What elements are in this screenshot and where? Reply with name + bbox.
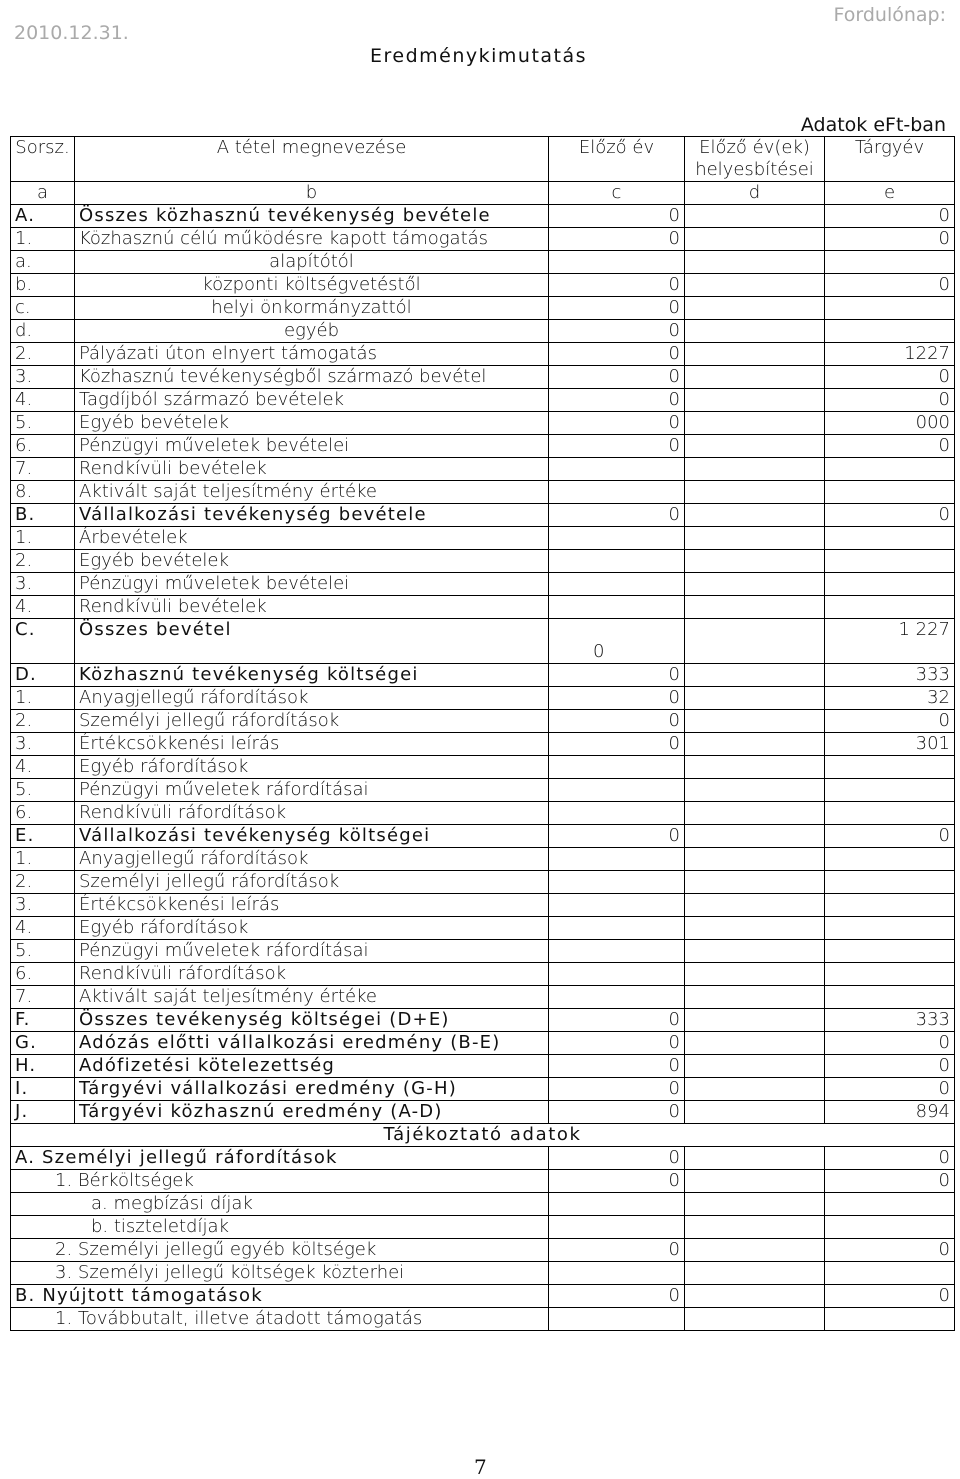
row-correction-value (685, 297, 825, 320)
row-number: J. (11, 1101, 75, 1124)
info-row-current-value (825, 1308, 955, 1331)
row-correction-value (685, 779, 825, 802)
units-note: Adatok eFt-ban (800, 114, 946, 136)
info-row-correction-value (685, 1308, 825, 1331)
row-correction-value (685, 986, 825, 1009)
col-header-sorsz: Sorsz. (11, 137, 75, 182)
row-label: Pénzügyi műveletek bevételei (75, 435, 549, 458)
row-prev-value: 0 (549, 297, 685, 320)
row-label: Rendkívüli ráfordítások (75, 963, 549, 986)
row-number: I. (11, 1078, 75, 1101)
table-row (11, 733, 955, 756)
row-label: Egyéb ráfordítások (75, 756, 549, 779)
row-current-value: 0 (825, 504, 955, 527)
info-row-prev-value (549, 1193, 685, 1216)
table-row (11, 343, 955, 366)
row-correction-value (685, 894, 825, 917)
date-label: 2010.12.31. (14, 22, 129, 44)
row-prev-value (549, 458, 685, 481)
info-row-label: 2. Személyi jellegű egyéb költségek (11, 1239, 549, 1262)
row-number: 1. (11, 527, 75, 550)
row-current-value: 0 (825, 205, 955, 228)
row-label: Személyi jellegű ráfordítások (75, 871, 549, 894)
row-correction-value (685, 1101, 825, 1124)
row-label: Vállalkozási tevékenység bevétele (75, 504, 549, 527)
row-prev-value (549, 848, 685, 871)
row-label: Értékcsökkenési leírás (75, 894, 549, 917)
col-letter-c: c (549, 182, 685, 205)
row-prev-value (549, 756, 685, 779)
row-current-value (825, 596, 955, 619)
row-prev-value: 0 (549, 1055, 685, 1078)
row-label: Aktivált saját teljesítmény értéke (75, 986, 549, 1009)
row-current-value: 333 (825, 1009, 955, 1032)
row-number: 1. (11, 848, 75, 871)
info-row-correction-value (685, 1193, 825, 1216)
row-current-value: 0 (825, 435, 955, 458)
income-statement-table (10, 136, 955, 1331)
row-label: Tárgyévi közhasznú eredmény (A-D) (75, 1101, 549, 1124)
row-prev-value: 0 (549, 320, 685, 343)
row-label: Egyéb ráfordítások (75, 917, 549, 940)
row-number: 7. (11, 458, 75, 481)
row-correction-value (685, 435, 825, 458)
row-current-value: 0 (825, 1078, 955, 1101)
table-row (11, 458, 955, 481)
row-correction-value (685, 205, 825, 228)
row-number: 4. (11, 389, 75, 412)
row-current-value: 1 227 (825, 619, 955, 664)
row-current-value (825, 894, 955, 917)
row-number: C. (11, 619, 75, 664)
row-number: 6. (11, 963, 75, 986)
row-number: B. (11, 504, 75, 527)
row-prev-value: 0 (549, 343, 685, 366)
row-current-value: 0 (825, 274, 955, 297)
row-label: Egyéb bevételek (75, 412, 549, 435)
row-label: Rendkívüli bevételek (75, 458, 549, 481)
row-correction-value (685, 596, 825, 619)
row-number: H. (11, 1055, 75, 1078)
info-row-prev-value: 0 (549, 1239, 685, 1262)
row-prev-value: 0 (549, 1078, 685, 1101)
row-number: 6. (11, 435, 75, 458)
row-prev-value: 0 (549, 366, 685, 389)
row-correction-value (685, 963, 825, 986)
row-label: Rendkívüli bevételek (75, 596, 549, 619)
info-row-correction-value (685, 1147, 825, 1170)
row-prev-value (549, 871, 685, 894)
info-row (11, 1216, 955, 1239)
row-correction-value (685, 802, 825, 825)
row-current-value (825, 550, 955, 573)
row-label: egyéb (75, 320, 549, 343)
info-row (11, 1193, 955, 1216)
row-label: Közhasznú tevékenységből származó bevétel (75, 366, 549, 389)
info-row-label: b. tiszteletdíjak (11, 1216, 549, 1239)
info-row-correction-value (685, 1216, 825, 1239)
row-prev-value (549, 481, 685, 504)
row-number: c. (11, 297, 75, 320)
row-prev-value: 0 (549, 664, 685, 687)
row-label: Rendkívüli ráfordítások (75, 802, 549, 825)
row-current-value: 32 (825, 687, 955, 710)
row-number: 8. (11, 481, 75, 504)
row-current-value: 0 (825, 1055, 955, 1078)
row-label: Árbevételek (75, 527, 549, 550)
row-prev-value (549, 986, 685, 1009)
info-row-correction-value (685, 1285, 825, 1308)
row-correction-value (685, 871, 825, 894)
row-current-value (825, 802, 955, 825)
row-current-value (825, 527, 955, 550)
row-label: Pályázati úton elnyert támogatás (75, 343, 549, 366)
col-header-correction: Előző év(ek) helyesbítései (685, 137, 825, 182)
row-current-value (825, 297, 955, 320)
table-row (11, 779, 955, 802)
info-row-label: A. Személyi jellegű ráfordítások (11, 1147, 549, 1170)
row-prev-value: 0 (549, 412, 685, 435)
row-current-value: 0 (825, 825, 955, 848)
row-correction-value (685, 917, 825, 940)
info-row-prev-value (549, 1308, 685, 1331)
row-label: Aktivált saját teljesítmény értéke (75, 481, 549, 504)
table-row (11, 297, 955, 320)
row-label: Tárgyévi vállalkozási eredmény (G-H) (75, 1078, 549, 1101)
row-number: E. (11, 825, 75, 848)
row-correction-value (685, 343, 825, 366)
row-prev-value: 0 (549, 733, 685, 756)
row-prev-value (549, 779, 685, 802)
table-row (11, 435, 955, 458)
row-number: 1. (11, 687, 75, 710)
col-letter-b: b (75, 182, 549, 205)
col-header-current: Tárgyév (825, 137, 955, 182)
row-current-value: 1227 (825, 343, 955, 366)
col-header-name: A tétel megnevezése (75, 137, 549, 182)
row-correction-value (685, 228, 825, 251)
row-correction-value (685, 251, 825, 274)
row-correction-value (685, 1032, 825, 1055)
table-row (11, 871, 955, 894)
col-letter-d: d (685, 182, 825, 205)
row-label: Összes tevékenység költségei (D+E) (75, 1009, 549, 1032)
row-current-value: 301 (825, 733, 955, 756)
info-row-correction-value (685, 1262, 825, 1285)
row-current-value: 894 (825, 1101, 955, 1124)
table-row (11, 619, 955, 664)
row-current-value: 0 (825, 389, 955, 412)
table-row (11, 366, 955, 389)
info-row-prev-value: 0 (549, 1170, 685, 1193)
row-current-value (825, 963, 955, 986)
row-correction-value (685, 1009, 825, 1032)
row-number: 3. (11, 733, 75, 756)
column-header-row (11, 137, 955, 182)
row-label: helyi önkormányzattól (75, 297, 549, 320)
row-correction-value (685, 320, 825, 343)
table-row (11, 1055, 955, 1078)
row-number: 4. (11, 596, 75, 619)
row-correction-value (685, 1055, 825, 1078)
row-number: 5. (11, 779, 75, 802)
row-label: Egyéb bevételek (75, 550, 549, 573)
row-label: Pénzügyi műveletek ráfordításai (75, 940, 549, 963)
row-current-value (825, 871, 955, 894)
row-prev-value (549, 527, 685, 550)
table-row (11, 228, 955, 251)
info-row-current-value (825, 1216, 955, 1239)
row-number: F. (11, 1009, 75, 1032)
row-number: G. (11, 1032, 75, 1055)
row-number: 4. (11, 917, 75, 940)
row-correction-value (685, 573, 825, 596)
table-row (11, 940, 955, 963)
info-row-prev-value (549, 1262, 685, 1285)
row-current-value: 0 (825, 1032, 955, 1055)
row-correction-value (685, 504, 825, 527)
table-row (11, 963, 955, 986)
table-row (11, 802, 955, 825)
table-row (11, 205, 955, 228)
row-correction-value (685, 687, 825, 710)
row-current-value: 000 (825, 412, 955, 435)
table-row (11, 504, 955, 527)
info-title-row (11, 1124, 955, 1147)
table-row (11, 274, 955, 297)
row-current-value: 0 (825, 710, 955, 733)
row-number: b. (11, 274, 75, 297)
table-row (11, 596, 955, 619)
row-prev-value (549, 894, 685, 917)
table-row (11, 986, 955, 1009)
row-current-value (825, 940, 955, 963)
row-label: Értékcsökkenési leírás (75, 733, 549, 756)
table-row (11, 710, 955, 733)
row-number: 3. (11, 366, 75, 389)
row-label: alapítótól (75, 251, 549, 274)
row-prev-value: 0 (549, 825, 685, 848)
row-current-value (825, 986, 955, 1009)
row-label: Pénzügyi műveletek bevételei (75, 573, 549, 596)
table-row (11, 481, 955, 504)
row-number: d. (11, 320, 75, 343)
table-row (11, 756, 955, 779)
info-row-prev-value: 0 (549, 1147, 685, 1170)
page-number: 7 (474, 1455, 487, 1479)
row-number: 2. (11, 710, 75, 733)
row-correction-value (685, 274, 825, 297)
info-row-current-value (825, 1193, 955, 1216)
row-correction-value (685, 550, 825, 573)
table-row (11, 1032, 955, 1055)
row-label: Adófizetési kötelezettség (75, 1055, 549, 1078)
row-correction-value (685, 825, 825, 848)
row-number: D. (11, 664, 75, 687)
row-prev-value: 0 (549, 228, 685, 251)
row-correction-value (685, 412, 825, 435)
column-letter-row (11, 182, 955, 205)
row-number: 5. (11, 940, 75, 963)
row-prev-value: 0 (549, 274, 685, 297)
info-row-current-value: 0 (825, 1147, 955, 1170)
row-number: 4. (11, 756, 75, 779)
row-label: Közhasznú tevékenység költségei (75, 664, 549, 687)
row-number: 6. (11, 802, 75, 825)
row-prev-value: 0 (549, 1009, 685, 1032)
table-row (11, 825, 955, 848)
row-current-value: 0 (825, 228, 955, 251)
table-row (11, 550, 955, 573)
info-row (11, 1147, 955, 1170)
table-row (11, 527, 955, 550)
row-prev-value (549, 251, 685, 274)
row-correction-value (685, 458, 825, 481)
col-header-prev: Előző év (549, 137, 685, 182)
row-current-value: 0 (825, 366, 955, 389)
table-row (11, 573, 955, 596)
info-section-title: Tájékoztató adatok (11, 1124, 955, 1147)
table-row (11, 412, 955, 435)
row-label: Anyagjellegű ráfordítások (75, 848, 549, 871)
turn-date-label: Fordulónap: (833, 4, 946, 26)
row-prev-value: 0 (549, 504, 685, 527)
row-label: Összes bevétel (75, 619, 549, 664)
row-correction-value (685, 848, 825, 871)
row-prev-value: 0 (549, 389, 685, 412)
row-label: Adózás előtti vállalkozási eredmény (B-E) (75, 1032, 549, 1055)
col-letter-a: a (11, 182, 75, 205)
info-row-current-value: 0 (825, 1170, 955, 1193)
table-row (11, 917, 955, 940)
row-number: 3. (11, 573, 75, 596)
row-correction-value (685, 619, 825, 664)
row-current-value (825, 320, 955, 343)
info-row-label: 1. Továbbutalt, illetve átadott támogatás (11, 1308, 549, 1331)
info-row-current-value: 0 (825, 1285, 955, 1308)
info-row-correction-value (685, 1170, 825, 1193)
table-row (11, 1009, 955, 1032)
row-prev-value (549, 573, 685, 596)
row-number: A. (11, 205, 75, 228)
row-prev-value: 0 (549, 710, 685, 733)
info-row (11, 1285, 955, 1308)
row-current-value (825, 251, 955, 274)
table-row (11, 389, 955, 412)
row-correction-value (685, 664, 825, 687)
row-number: 1. (11, 228, 75, 251)
row-label: Tagdíjból származó bevételek (75, 389, 549, 412)
row-prev-value: 0 (549, 435, 685, 458)
info-row-prev-value (549, 1216, 685, 1239)
info-row-correction-value (685, 1239, 825, 1262)
row-label: Összes közhasznú tevékenység bevétele (75, 205, 549, 228)
row-correction-value (685, 1078, 825, 1101)
table-row (11, 848, 955, 871)
row-number: 7. (11, 986, 75, 1009)
table-row (11, 320, 955, 343)
row-current-value (825, 458, 955, 481)
row-prev-value (549, 917, 685, 940)
info-row-label: 1. Bérköltségek (11, 1170, 549, 1193)
row-number: 2. (11, 550, 75, 573)
row-prev-value (549, 940, 685, 963)
row-current-value (825, 756, 955, 779)
row-label: központi költségvetéstől (75, 274, 549, 297)
table-row (11, 687, 955, 710)
row-number: a. (11, 251, 75, 274)
row-label: Pénzügyi műveletek ráfordításai (75, 779, 549, 802)
table-row (11, 894, 955, 917)
row-correction-value (685, 940, 825, 963)
row-current-value (825, 481, 955, 504)
col-letter-e: e (825, 182, 955, 205)
table-row (11, 664, 955, 687)
row-label: Vállalkozási tevékenység költségei (75, 825, 549, 848)
row-current-value (825, 848, 955, 871)
row-prev-value (549, 963, 685, 986)
row-label: Közhasznú célú működésre kapott támogatás (75, 228, 549, 251)
row-correction-value (685, 756, 825, 779)
row-current-value (825, 573, 955, 596)
row-prev-value: 0 (549, 687, 685, 710)
info-row-prev-value: 0 (549, 1285, 685, 1308)
table-row (11, 1078, 955, 1101)
row-number: 2. (11, 343, 75, 366)
row-prev-value: 0 (549, 1101, 685, 1124)
row-number: 5. (11, 412, 75, 435)
info-row-label: B. Nyújtott támogatások (11, 1285, 549, 1308)
info-row (11, 1170, 955, 1193)
page-title: Eredménykimutatás (370, 45, 588, 67)
row-correction-value (685, 733, 825, 756)
row-current-value (825, 779, 955, 802)
row-prev-value: 0 (549, 205, 685, 228)
table-row (11, 251, 955, 274)
info-row-label: a. megbízási díjak (11, 1193, 549, 1216)
table-row (11, 1101, 955, 1124)
row-prev-value: 0 (549, 619, 685, 664)
row-correction-value (685, 366, 825, 389)
row-correction-value (685, 481, 825, 504)
row-correction-value (685, 389, 825, 412)
row-prev-value (549, 802, 685, 825)
row-number: 3. (11, 894, 75, 917)
info-row (11, 1239, 955, 1262)
row-label: Személyi jellegű ráfordítások (75, 710, 549, 733)
row-prev-value (549, 596, 685, 619)
row-current-value (825, 917, 955, 940)
row-prev-value: 0 (549, 1032, 685, 1055)
row-current-value: 333 (825, 664, 955, 687)
row-label: Anyagjellegű ráfordítások (75, 687, 549, 710)
row-correction-value (685, 710, 825, 733)
row-prev-value (549, 550, 685, 573)
info-row-label: 3. Személyi jellegű költségek közterhei (11, 1262, 549, 1285)
info-row (11, 1262, 955, 1285)
info-row-current-value (825, 1262, 955, 1285)
row-number: 2. (11, 871, 75, 894)
info-row-current-value: 0 (825, 1239, 955, 1262)
info-row (11, 1308, 955, 1331)
row-correction-value (685, 527, 825, 550)
